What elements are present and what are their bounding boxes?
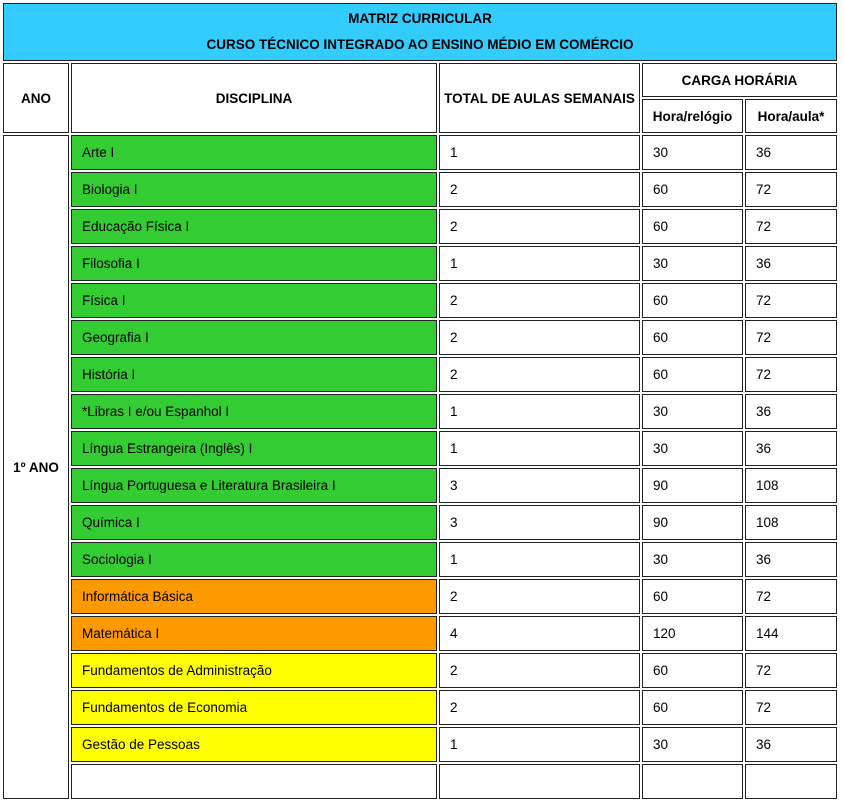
table-row [3,394,837,429]
discipline-cell: Língua Portuguesa e Literatura Brasileira I [71,468,437,503]
table-row [3,505,837,540]
table-row [3,172,837,207]
clock-hours-cell: 30 [642,542,743,577]
empty-cell [745,764,837,799]
column-header-ano: ANO [3,63,69,133]
weekly-classes-cell: 3 [439,468,640,503]
weekly-classes-cell: 1 [439,394,640,429]
discipline-cell: Informática Básica [71,579,437,614]
clock-hours-cell: 30 [642,394,743,429]
class-hours-cell: 72 [745,653,837,688]
discipline-cell: Educação Física I [71,209,437,244]
matrix-title: MATRIZ CURRICULAR [348,11,492,26]
header-row-main [3,63,837,97]
discipline-cell: Física I [71,283,437,318]
banner-row [3,3,837,61]
discipline-cell: *Libras I e/ou Espanhol I [71,394,437,429]
table-row [3,727,837,762]
clock-hours-cell: 60 [642,690,743,725]
clock-hours-cell: 30 [642,431,743,466]
table-row [3,135,837,170]
table-row-partial [3,764,837,799]
weekly-classes-cell: 2 [439,357,640,392]
column-header-hora-aula: Hora/aula* [745,99,837,133]
discipline-cell: Sociologia I [71,542,437,577]
class-hours-cell: 108 [745,468,837,503]
clock-hours-cell: 60 [642,357,743,392]
discipline-cell: Fundamentos de Administração [71,653,437,688]
class-hours-cell: 36 [745,246,837,281]
table-title-banner [3,3,837,61]
curriculum-matrix-table [1,1,839,801]
table-row [3,246,837,281]
discipline-cell: Química I [71,505,437,540]
weekly-classes-cell: 1 [439,135,640,170]
discipline-cell: Arte I [71,135,437,170]
class-hours-cell: 108 [745,505,837,540]
weekly-classes-cell: 2 [439,320,640,355]
discipline-cell: Biologia I [71,172,437,207]
weekly-classes-cell: 2 [439,690,640,725]
discipline-cell: História I [71,357,437,392]
column-header-carga-horaria: CARGA HORÁRIA [642,63,837,97]
clock-hours-cell: 30 [642,727,743,762]
discipline-cell: Filosofia I [71,246,437,281]
table-row [3,468,837,503]
table-row [3,616,837,651]
class-hours-cell: 36 [745,431,837,466]
year-label: 1º ANO [3,135,69,799]
class-hours-cell: 36 [745,542,837,577]
table-row [3,542,837,577]
column-header-total-aulas: TOTAL DE AULAS SEMANAIS [439,63,640,133]
table-row [3,690,837,725]
clock-hours-cell: 60 [642,653,743,688]
table-row [3,431,837,466]
discipline-cell: Geografia I [71,320,437,355]
weekly-classes-cell: 2 [439,579,640,614]
weekly-classes-cell: 4 [439,616,640,651]
table-row [3,579,837,614]
table-row [3,320,837,355]
class-hours-cell: 72 [745,320,837,355]
empty-cell [439,764,640,799]
clock-hours-cell: 120 [642,616,743,651]
discipline-cell: Matemática I [71,616,437,651]
clock-hours-cell: 30 [642,135,743,170]
clock-hours-cell: 60 [642,283,743,318]
clock-hours-cell: 60 [642,320,743,355]
class-hours-cell: 72 [745,690,837,725]
column-header-disciplina: DISCIPLINA [71,63,437,133]
weekly-classes-cell: 3 [439,505,640,540]
clock-hours-cell: 60 [642,172,743,207]
class-hours-cell: 36 [745,394,837,429]
class-hours-cell: 72 [745,283,837,318]
weekly-classes-cell: 2 [439,172,640,207]
weekly-classes-cell: 1 [439,246,640,281]
class-hours-cell: 72 [745,357,837,392]
class-hours-cell: 72 [745,209,837,244]
column-header-hora-relogio: Hora/relógio [642,99,743,133]
weekly-classes-cell: 1 [439,431,640,466]
discipline-cell: Gestão de Pessoas [71,727,437,762]
empty-cell [642,764,743,799]
table-row [3,653,837,688]
class-hours-cell: 72 [745,579,837,614]
class-hours-cell: 72 [745,172,837,207]
clock-hours-cell: 60 [642,579,743,614]
empty-cell [71,764,437,799]
curriculum-rows [3,135,837,799]
weekly-classes-cell: 1 [439,727,640,762]
clock-hours-cell: 60 [642,209,743,244]
table-row [3,283,837,318]
clock-hours-cell: 90 [642,468,743,503]
table-row [3,357,837,392]
clock-hours-cell: 30 [642,246,743,281]
weekly-classes-cell: 1 [439,542,640,577]
weekly-classes-cell: 2 [439,283,640,318]
discipline-cell: Língua Estrangeira (Inglês) I [71,431,437,466]
table-row [3,209,837,244]
class-hours-cell: 36 [745,135,837,170]
discipline-cell: Fundamentos de Economia [71,690,437,725]
course-subtitle: CURSO TÉCNICO INTEGRADO AO ENSINO MÉDIO EM COMÉRCIO [206,37,634,52]
class-hours-cell: 144 [745,616,837,651]
weekly-classes-cell: 2 [439,209,640,244]
clock-hours-cell: 90 [642,505,743,540]
class-hours-cell: 36 [745,727,837,762]
weekly-classes-cell: 2 [439,653,640,688]
